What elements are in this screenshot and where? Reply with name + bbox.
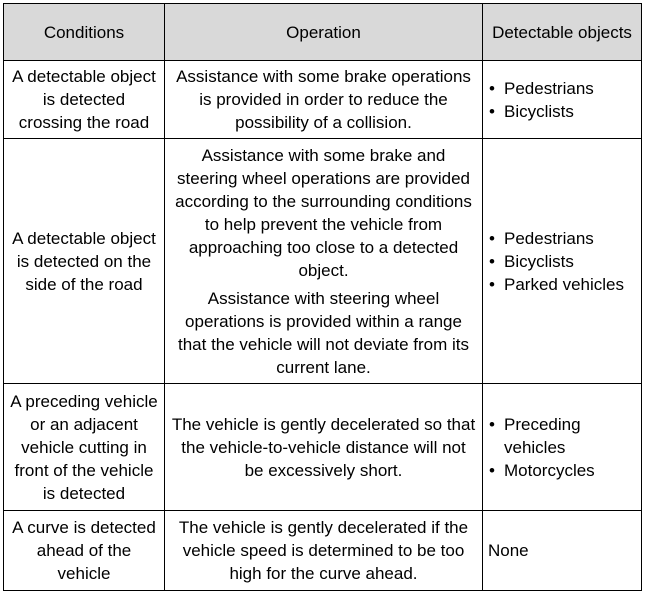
list-item: • Bicyclists [488, 250, 636, 273]
objects-cell [483, 384, 642, 511]
header-conditions: Conditions [4, 4, 165, 61]
list-item: • Parked vehicles [488, 273, 636, 296]
table-header-row [4, 4, 642, 61]
condition-cell: A preceding vehicle or an adjacent vehicle cutting in front of the vehicle is detected [4, 384, 165, 511]
operation-text: Assistance with some brake and steering wheel operations are provided according to the surrounding conditions to help prevent the vehicle from approaching too close to a detected object. [175, 145, 472, 280]
table-row [4, 61, 642, 139]
objects-list [488, 227, 636, 296]
operation-text: Assistance with steering wheel operations is provided within a range that the vehicle will not deviate from its current lane. [177, 288, 470, 377]
objects-cell [483, 139, 642, 384]
table-row [4, 511, 642, 591]
header-detectable-objects: Detectable objects [483, 4, 642, 61]
table-row [4, 384, 642, 511]
operation-text: The vehicle is gently decelerated if the vehicle speed is determined to be too high for the curve ahead. [178, 518, 469, 583]
condition-cell: A detectable object is detected crossing the road [4, 61, 165, 139]
objects-cell-none: None [483, 511, 642, 591]
operation-text: The vehicle is gently decelerated so that the vehicle-to-vehicle distance will not be excessively short. [171, 414, 476, 480]
list-item: • Motorcycles [488, 459, 636, 482]
condition-cell: A curve is detected ahead of the vehicle [4, 511, 165, 591]
condition-cell: A detectable object is detected on the side of the road [4, 139, 165, 384]
detection-conditions-table [3, 3, 642, 591]
objects-list [488, 413, 636, 482]
list-item: • Pedestrians [488, 227, 636, 250]
objects-list [488, 77, 636, 123]
objects-cell [483, 61, 642, 139]
operation-text: Assistance with some brake operations is provided in order to reduce the possibility of a collision. [176, 67, 471, 132]
table-row [4, 139, 642, 384]
list-item: • Bicyclists [488, 100, 636, 123]
list-item: • Preceding vehicles [488, 413, 636, 459]
operation-cell [165, 61, 483, 139]
operation-cell [165, 139, 483, 384]
operation-cell [165, 384, 483, 511]
header-operation: Operation [165, 4, 483, 61]
list-item: • Pedestrians [488, 77, 636, 100]
operation-cell [165, 511, 483, 591]
